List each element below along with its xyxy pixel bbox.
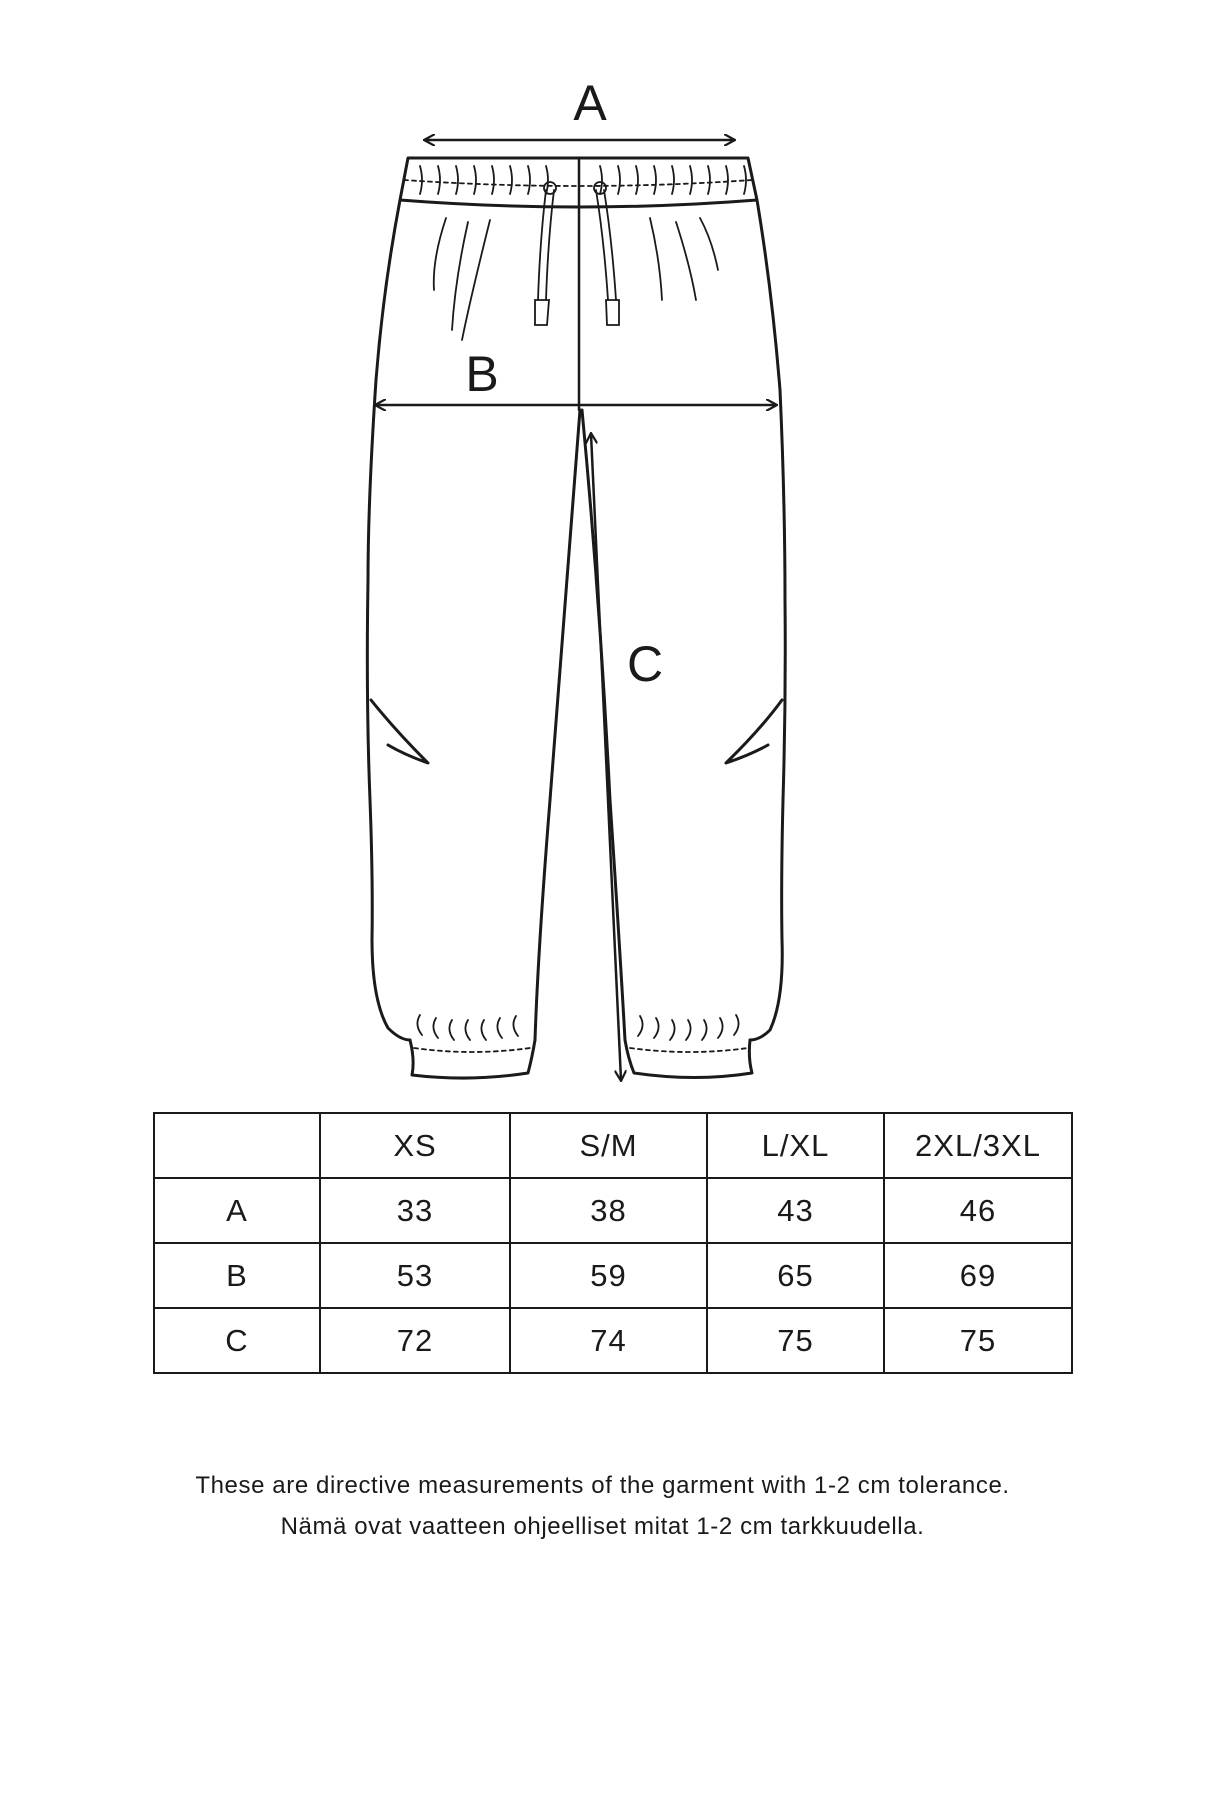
header-s-m: S/M bbox=[510, 1113, 707, 1178]
table-cell: 69 bbox=[884, 1243, 1072, 1308]
table-cell: 46 bbox=[884, 1178, 1072, 1243]
table-row bbox=[154, 1178, 1072, 1243]
row-label: B bbox=[154, 1243, 320, 1308]
pants-outline bbox=[367, 158, 785, 1078]
row-label: A bbox=[154, 1178, 320, 1243]
dimension-label-c: C bbox=[626, 636, 664, 692]
left-cuff bbox=[410, 1040, 535, 1078]
left-outer-seam bbox=[367, 200, 410, 1040]
right-cuff bbox=[625, 1040, 752, 1078]
table-cell: 38 bbox=[510, 1178, 707, 1243]
table-cell: 75 bbox=[884, 1308, 1072, 1373]
header-corner bbox=[154, 1113, 320, 1178]
table-row bbox=[154, 1243, 1072, 1308]
size-chart-table bbox=[153, 1112, 1073, 1374]
table-cell: 75 bbox=[707, 1308, 884, 1373]
table-cell: 53 bbox=[320, 1243, 510, 1308]
right-outer-seam bbox=[750, 200, 785, 1040]
header-l-xl: L/XL bbox=[707, 1113, 884, 1178]
dimension-label-a: A bbox=[573, 75, 607, 131]
tolerance-note-finnish: Nämä ovat vaatteen ohjeelliset mitat 1-2 cm tarkkuudella. bbox=[280, 1513, 925, 1540]
table-cell: 65 bbox=[707, 1243, 884, 1308]
table-cell: 43 bbox=[707, 1178, 884, 1243]
dimension-label-b: B bbox=[465, 346, 499, 402]
tolerance-note-english: These are directive measurements of the garment with 1-2 cm tolerance. bbox=[195, 1472, 1010, 1499]
arrow-c bbox=[591, 434, 621, 1080]
table-row bbox=[154, 1308, 1072, 1373]
left-pocket bbox=[371, 700, 428, 763]
table-cell: 74 bbox=[510, 1308, 707, 1373]
left-inner-leg bbox=[535, 410, 580, 1040]
table-cell: 72 bbox=[320, 1308, 510, 1373]
table-cell: 33 bbox=[320, 1178, 510, 1243]
header-2xl-3xl: 2XL/3XL bbox=[884, 1113, 1072, 1178]
table-cell: 59 bbox=[510, 1243, 707, 1308]
measurement-arrows bbox=[376, 140, 776, 1080]
row-label: C bbox=[154, 1308, 320, 1373]
header-xs: XS bbox=[320, 1113, 510, 1178]
table-header-row bbox=[154, 1113, 1072, 1178]
right-pocket bbox=[726, 700, 782, 763]
